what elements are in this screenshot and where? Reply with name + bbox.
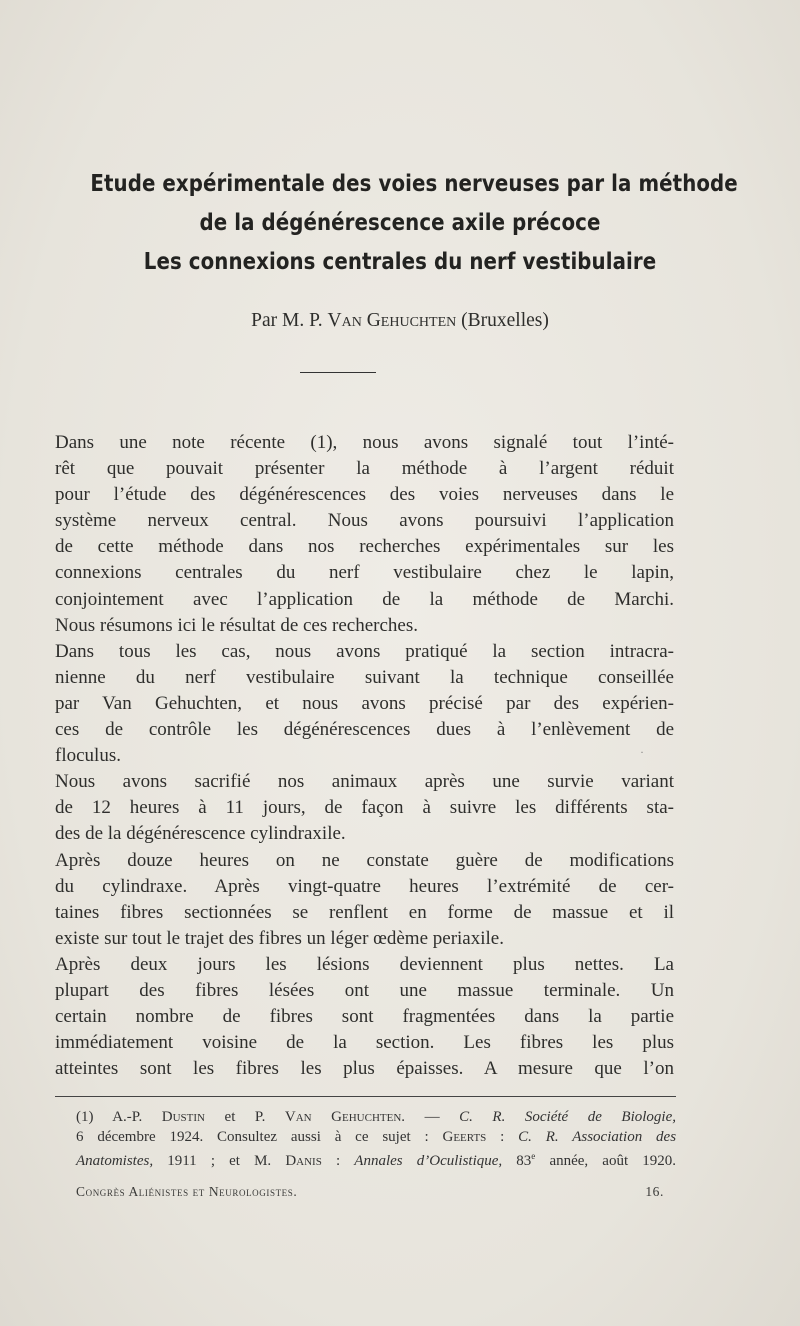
text-line: atteintes sont les fibres les plus épaisses. A mesure que l’on <box>55 1058 674 1080</box>
footnote <box>76 1108 676 1172</box>
footnote-line <box>76 1108 676 1128</box>
title-line-3: Les connexions centrales du nerf vestibulaire <box>143 249 657 275</box>
text-line: floculus. <box>55 745 121 767</box>
title-line-1: Etude expérimentale des voies nerveuses par la méthode <box>90 171 738 197</box>
title-line-2: de la dégénérescence axile précoce <box>199 210 601 236</box>
page-footer <box>76 1184 664 1200</box>
text-line: du cylindraxe. Après vingt-quatre heures l’extrémité de cer- <box>55 875 674 897</box>
paragraph <box>55 952 674 1082</box>
footnote-text: (1) A.-P. <box>76 1109 143 1125</box>
text-line: ces de contrôle les dégénérescences dues à l’enlèvement de <box>55 719 674 741</box>
scan-mark: · <box>640 745 644 759</box>
footnote-line <box>76 1147 676 1172</box>
text-line: certain nombre de fibres sont fragmentées dans la partie <box>55 1006 674 1028</box>
footer-signature-number: 16. <box>645 1184 664 1199</box>
text-line: existe sur tout le trajet des fibres un léger œdème periaxile. <box>55 927 504 949</box>
footnote-text: et P. <box>224 1109 266 1125</box>
footnote-text: 1911 ; et M. <box>167 1153 272 1169</box>
text-line: Dans tous les cas, nous avons pratiqué la section intracra- <box>55 640 674 662</box>
footnote-text: . — <box>401 1109 440 1125</box>
footer-signature: Congrès Aliénistes et Neurologistes. <box>76 1184 298 1199</box>
footnote-text: année, août 1920. <box>549 1153 677 1169</box>
byline <box>0 310 800 332</box>
footnote-author: Danis <box>285 1153 322 1169</box>
footnote-author: Geerts <box>442 1128 487 1145</box>
footnote-journal: Anatomistes, <box>76 1153 154 1169</box>
paragraph <box>55 769 674 847</box>
paragraph <box>55 848 674 952</box>
footnote-text: : <box>500 1128 505 1145</box>
text-line: plupart des fibres lésées ont une massue terminale. Un <box>55 979 674 1001</box>
text-line: conjointement avec l’application de la méthode de Marchi. <box>55 588 674 610</box>
paragraph <box>55 430 674 639</box>
text-line: rêt que pouvait présenter la méthode à l’argent réduit <box>55 458 674 480</box>
footnote-superscript: e <box>531 1151 536 1161</box>
text-line: Après douze heures on ne constate guère de modifications <box>55 849 674 871</box>
footnote-journal: Annales d’Oculistique, <box>354 1153 503 1169</box>
footnote-author: Dustin <box>161 1109 205 1125</box>
text-line: taines fibres sectionnées se renflent en forme de massue et il <box>55 901 674 923</box>
text-line: immédiatement voisine de la section. Les fibres les plus <box>55 1032 674 1054</box>
byline-prefix: Par M. P. <box>251 310 323 331</box>
text-line: des de la dégénérescence cylindraxile. <box>55 823 346 845</box>
text-line: de cette méthode dans nos recherches expérimentales sur les <box>55 536 674 558</box>
text-line: connexions centrales du nerf vestibulaire chez le lapin, <box>55 562 674 584</box>
paragraph <box>55 639 674 769</box>
footnote-journal: C. R. Association des <box>518 1128 677 1145</box>
text-line: pour l’étude des dégénérescences des voies nerveuses dans le <box>55 484 674 506</box>
text-line: par Van Gehuchten, et nous avons précisé par des expérien- <box>55 692 674 714</box>
text-line: système nerveux central. Nous avons poursuivi l’application <box>55 510 674 532</box>
title-separator-rule <box>300 372 376 373</box>
text-line: Nous avons sacrifié nos animaux après une survie variant <box>55 771 674 793</box>
footnote-edition <box>516 1153 535 1169</box>
byline-place: (Bruxelles) <box>461 310 549 331</box>
footnote-rule <box>55 1096 676 1097</box>
byline-author: Van Gehuchten <box>327 310 457 331</box>
footnote-text: 6 décembre 1924. Consultez aussi à ce sujet : <box>76 1128 429 1145</box>
footnote-author: Van Gehuchten <box>284 1109 402 1125</box>
footnote-text: : <box>335 1153 341 1169</box>
article-title <box>90 165 738 282</box>
text-line: nienne du nerf vestibulaire suivant la technique conseillée <box>55 666 674 688</box>
text-line: de 12 heures à 11 jours, de façon à suivre les différents sta- <box>55 797 674 819</box>
text-line: Dans une note récente (1), nous avons signalé tout l’inté- <box>55 432 674 453</box>
text-line: Nous résumons ici le résultat de ces recherches. <box>55 614 418 636</box>
footnote-text: 83 <box>516 1153 532 1169</box>
footnote-line <box>76 1128 676 1148</box>
article-body <box>55 430 674 1082</box>
footnote-journal: C. R. Société de Biologie, <box>459 1109 677 1125</box>
text-line: Après deux jours les lésions deviennent plus nettes. La <box>55 953 674 975</box>
